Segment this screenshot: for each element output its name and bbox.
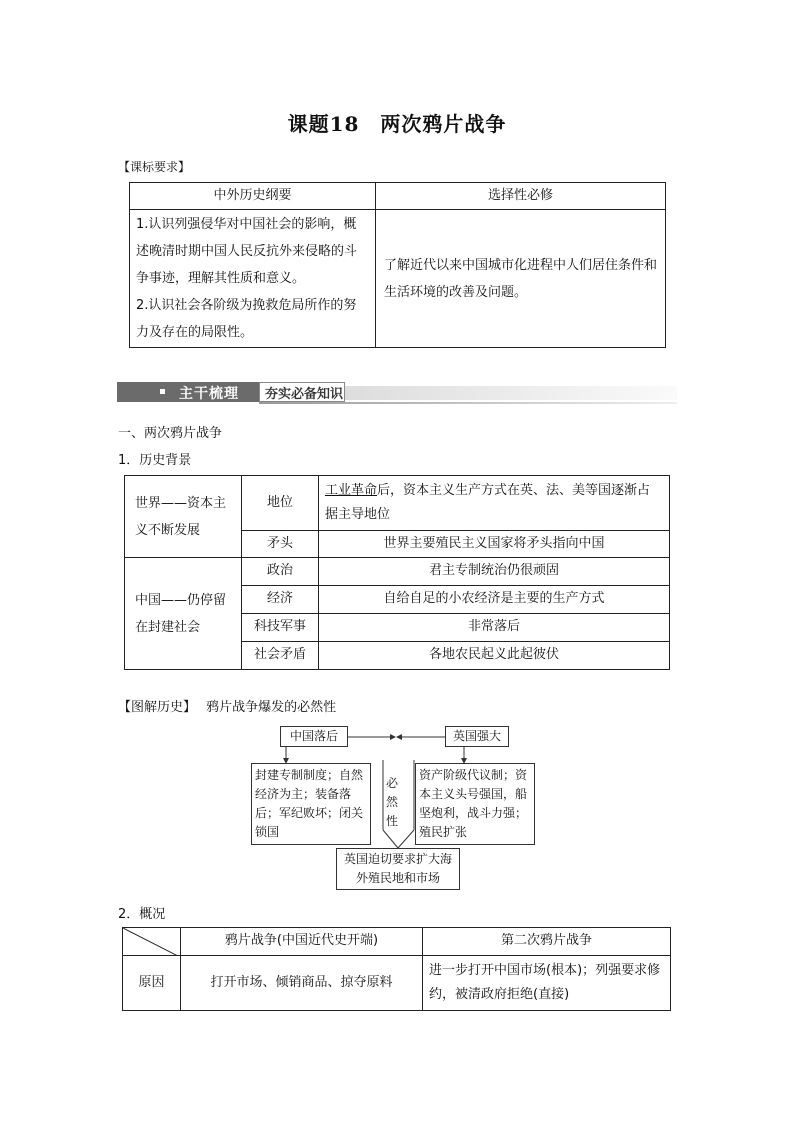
overview-row-first: 打开市场、倾销商品、掠夺原料	[181, 956, 423, 1011]
subsection-background: 1．历史背景	[118, 453, 192, 468]
section-banner	[117, 382, 677, 404]
overview-row-label: 原因	[123, 956, 181, 1011]
overview-header-1: 鸦片战争(中国近代史开端)	[181, 928, 423, 956]
overview-header-2: 第二次鸦片战争	[423, 928, 671, 956]
underlined-term: 工业革命	[325, 483, 378, 498]
banner-main: 主干梳理	[179, 386, 239, 402]
subsection-overview: 2．概况	[118, 907, 166, 922]
background-table	[124, 475, 670, 670]
row-value-position-rest: 后，资本主义生产方式在英、法、美等国逐渐占据主导地位	[325, 483, 651, 522]
section-heading: 一、两次鸦片战争	[118, 426, 223, 441]
standards-header-1: 中外历史纲要	[130, 183, 376, 210]
row-value-conflict: 各地农民起义此起彼伏	[319, 642, 670, 670]
page-title: 课题18 两次鸦片战争	[287, 112, 507, 136]
row-value-economy: 自给自足的小农经济是主要的生产方式	[319, 586, 670, 614]
overview-table	[122, 927, 671, 1011]
row-value-target: 世界主要殖民主义国家将矛头指向中国	[319, 531, 670, 558]
result-box: 英国迫切要求扩大海外殖民地和市场	[336, 848, 460, 890]
diagram-heading	[118, 696, 336, 715]
row-key-position: 地位	[242, 476, 319, 531]
britain-detail-box: 资产阶级代议制；资本主义头号强国，船坚炮利，战斗力强；殖民扩张	[415, 763, 535, 845]
bullet-square-icon	[160, 389, 165, 394]
row-value-military: 非常落后	[319, 614, 670, 642]
row-key-military: 科技军事	[242, 614, 319, 642]
standards-table	[129, 182, 666, 348]
britain-strong-box: 英国强大	[445, 726, 509, 747]
diagram-caption: 鸦片战争爆发的必然性	[206, 700, 337, 715]
china-backward-box: 中国落后	[280, 726, 348, 747]
standards-left-1: 1.认识列强侵华对中国社会的影响，概述晚清时期中国人民反抗外来侵略的斗争事迹，理解其性质和意义。	[136, 217, 358, 286]
standards-label: 【课标要求】	[118, 160, 191, 174]
standards-right: 了解近代以来中国城市化进程中人们居住条件和生活环境的改善及问题。	[376, 210, 666, 348]
china-label: 中国——仍停留在封建社会	[125, 558, 242, 670]
world-label: 世界——资本主义不断发展	[125, 476, 242, 558]
standards-header-2: 选择性必修	[376, 183, 666, 210]
standards-left-cell	[130, 210, 376, 348]
row-key-economy: 经济	[242, 586, 319, 614]
overview-row-second: 进一步打开中国市场(根本)；列强要求修约，被清政府拒绝(直接)	[423, 956, 671, 1011]
inevitability-label: 必然性	[385, 776, 398, 828]
diagram-label: 【图解历史】	[118, 700, 197, 715]
row-value-position	[319, 476, 670, 531]
row-key-target: 矛头	[242, 531, 319, 558]
row-value-politics: 君主专制统治仍很顽固	[319, 558, 670, 586]
overview-corner-cell	[123, 928, 181, 956]
banner-sub: 夯实必备知识	[265, 387, 344, 402]
diagonal-line	[123, 928, 178, 956]
china-detail-box: 封建专制制度；自然经济为主；装备落后；军纪败坏；闭关锁国	[251, 763, 371, 845]
standards-left-2: 2.认识社会各阶级为挽救危局所作的努力及存在的局限性。	[136, 298, 357, 340]
row-key-conflict: 社会矛盾	[242, 642, 319, 670]
row-key-politics: 政治	[242, 558, 319, 586]
